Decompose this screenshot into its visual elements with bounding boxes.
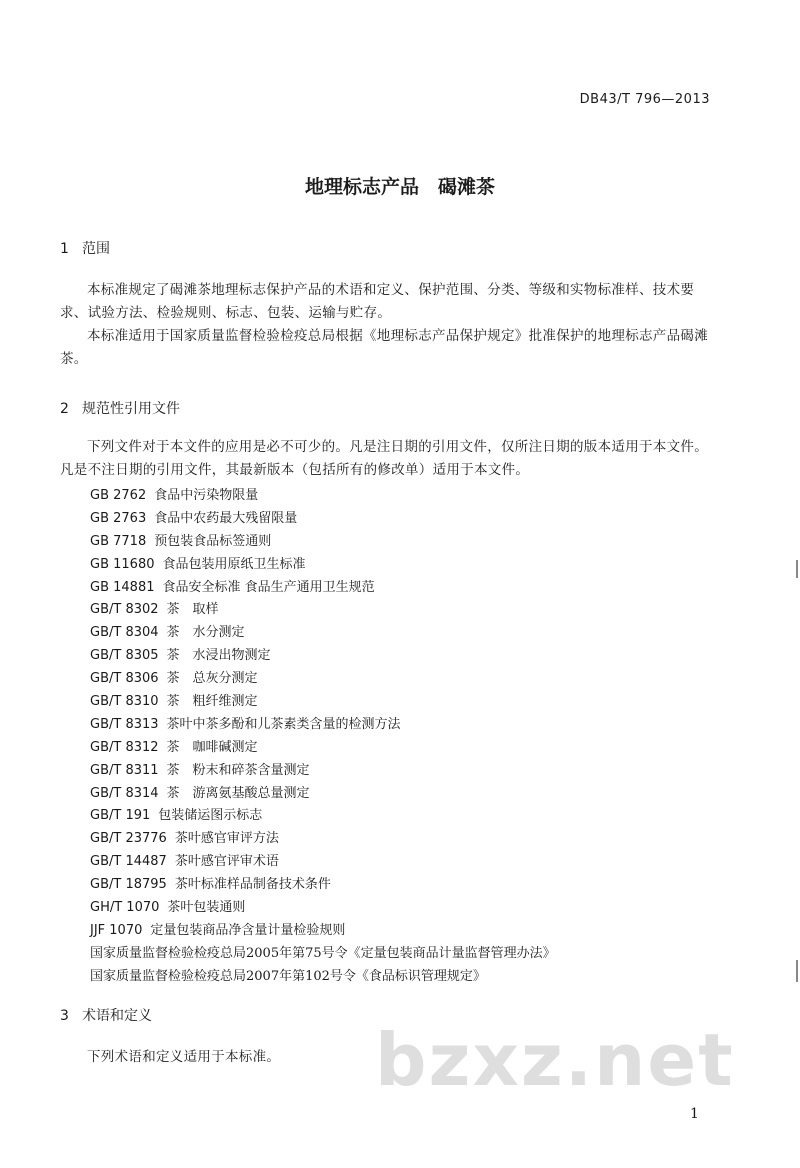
reference-code: GB/T 23776 <box>90 831 167 847</box>
reference-item <box>90 576 556 599</box>
reference-title: 茶叶感官审评方法 <box>174 831 279 847</box>
reference-code: GB/T 8302 <box>90 602 159 618</box>
reference-title: 预包装食品标签通则 <box>154 533 272 549</box>
reference-title: 食品包装用原纸卫生标准 <box>162 556 306 572</box>
reference-item <box>90 919 556 942</box>
section-3-heading <box>60 1005 152 1025</box>
reference-title: 包装储运图示标志 <box>158 808 263 824</box>
reference-title: 茶叶标准样品制备技术条件 <box>174 877 331 893</box>
reference-item <box>90 736 556 759</box>
reference-item <box>90 598 556 621</box>
reference-code: GB 7718 <box>90 533 147 549</box>
references-intro: 下列文件对于本文件的应用是必不可少的。凡是注日期的引用文件，仅所注日期的版本适用于本文件。凡是不注日期的引用文件，其最新版本（包括所有的修改单）适用于本文件。 <box>60 439 708 478</box>
reference-title: 茶 取样 <box>166 602 219 618</box>
reference-code: JJF 1070 <box>90 922 143 938</box>
scope-paragraph-2: 本标准适用于国家质量监督检验检疫总局根据《地理标志产品保护规定》批准保护的地理标志产品碣滩茶。 <box>60 328 708 367</box>
scan-edge-mark <box>796 560 798 578</box>
scope-paragraph-1: 本标准规定了碣滩茶地理标志保护产品的术语和定义、保护范围、分类、等级和实物标准样、技术要求、试验方法、检验规则、标志、包装、运输与贮存。 <box>60 282 695 321</box>
reference-item <box>90 782 556 805</box>
reference-code: GB/T 18795 <box>90 877 167 893</box>
reference-item <box>90 644 556 667</box>
reference-title: 茶 总灰分测定 <box>166 671 258 687</box>
reference-item <box>90 850 556 873</box>
reference-item <box>90 896 556 919</box>
reference-code: GB/T 8312 <box>90 739 159 755</box>
reference-title: 茶 水浸出物测定 <box>166 648 271 664</box>
reference-code: GB/T 14487 <box>90 854 167 870</box>
watermark-text: bzxz.net <box>375 1018 735 1102</box>
page-number: 1 <box>690 1106 699 1122</box>
reference-item <box>90 873 556 896</box>
reference-title: 食品中农药最大残留限量 <box>154 510 298 526</box>
reference-item <box>90 621 556 644</box>
scan-edge-mark <box>796 960 798 982</box>
reference-code: GB/T 8304 <box>90 625 159 641</box>
section-1-heading <box>60 238 110 258</box>
reference-item <box>90 827 556 850</box>
standard-code: DB43/T 796—2013 <box>579 92 710 107</box>
reference-title: 食品安全标准 食品生产通用卫生规范 <box>162 579 375 595</box>
section-title: 术语和定义 <box>82 1008 152 1024</box>
section-number: 1 <box>60 241 69 257</box>
reference-title: 定量包装商品净含量计量检验规则 <box>150 922 346 938</box>
section-number: 3 <box>60 1008 69 1024</box>
reference-code: GB/T 191 <box>90 808 151 824</box>
section-number: 2 <box>60 401 69 417</box>
reference-title: 国家质量监督检验检疫总局2005年第75号令《定量包装商品计量监督管理办法》 <box>90 945 556 961</box>
section-2-heading <box>60 398 180 418</box>
document-title: 地理标志产品 碣滩茶 <box>304 176 495 198</box>
reference-item <box>90 804 556 827</box>
reference-item <box>90 484 556 507</box>
reference-title: 茶叶包装通则 <box>167 900 246 916</box>
reference-code: GB/T 8314 <box>90 785 159 801</box>
reference-item <box>90 690 556 713</box>
reference-item <box>90 507 556 530</box>
reference-title: 茶叶感官评审术语 <box>174 854 279 870</box>
section-title: 规范性引用文件 <box>82 401 180 417</box>
reference-code: GB 11680 <box>90 556 155 572</box>
reference-item <box>90 713 556 736</box>
reference-title: 国家质量监督检验检疫总局2007年第102号令《食品标识管理规定》 <box>90 968 486 984</box>
reference-title: 茶叶中茶多酚和儿茶素类含量的检测方法 <box>166 716 401 732</box>
reference-item <box>90 530 556 553</box>
reference-code: GB/T 8313 <box>90 716 159 732</box>
terms-intro: 下列术语和定义适用于本标准。 <box>87 1049 281 1065</box>
reference-item <box>90 553 556 576</box>
reference-list <box>90 484 556 988</box>
reference-title: 茶 水分测定 <box>166 625 245 641</box>
reference-item <box>90 667 556 690</box>
reference-title: 茶 粗纤维测定 <box>166 694 258 710</box>
reference-code: GB/T 8311 <box>90 762 159 778</box>
reference-code: GB/T 8306 <box>90 671 159 687</box>
section-title: 范围 <box>82 241 110 257</box>
reference-title: 茶 粉末和碎茶含量测定 <box>166 762 310 778</box>
reference-title: 茶 咖啡碱测定 <box>166 739 258 755</box>
reference-code: GB 14881 <box>90 579 155 595</box>
reference-code: GB/T 8310 <box>90 694 159 710</box>
reference-code: GH/T 1070 <box>90 900 160 916</box>
reference-title: 食品中污染物限量 <box>154 488 259 503</box>
reference-item <box>90 759 556 782</box>
reference-item <box>90 942 556 965</box>
reference-code: GB/T 8305 <box>90 648 159 664</box>
reference-code: GB 2762 <box>90 488 147 503</box>
reference-item <box>90 965 556 988</box>
reference-title: 茶 游离氨基酸总量测定 <box>166 785 310 801</box>
reference-code: GB 2763 <box>90 510 147 526</box>
